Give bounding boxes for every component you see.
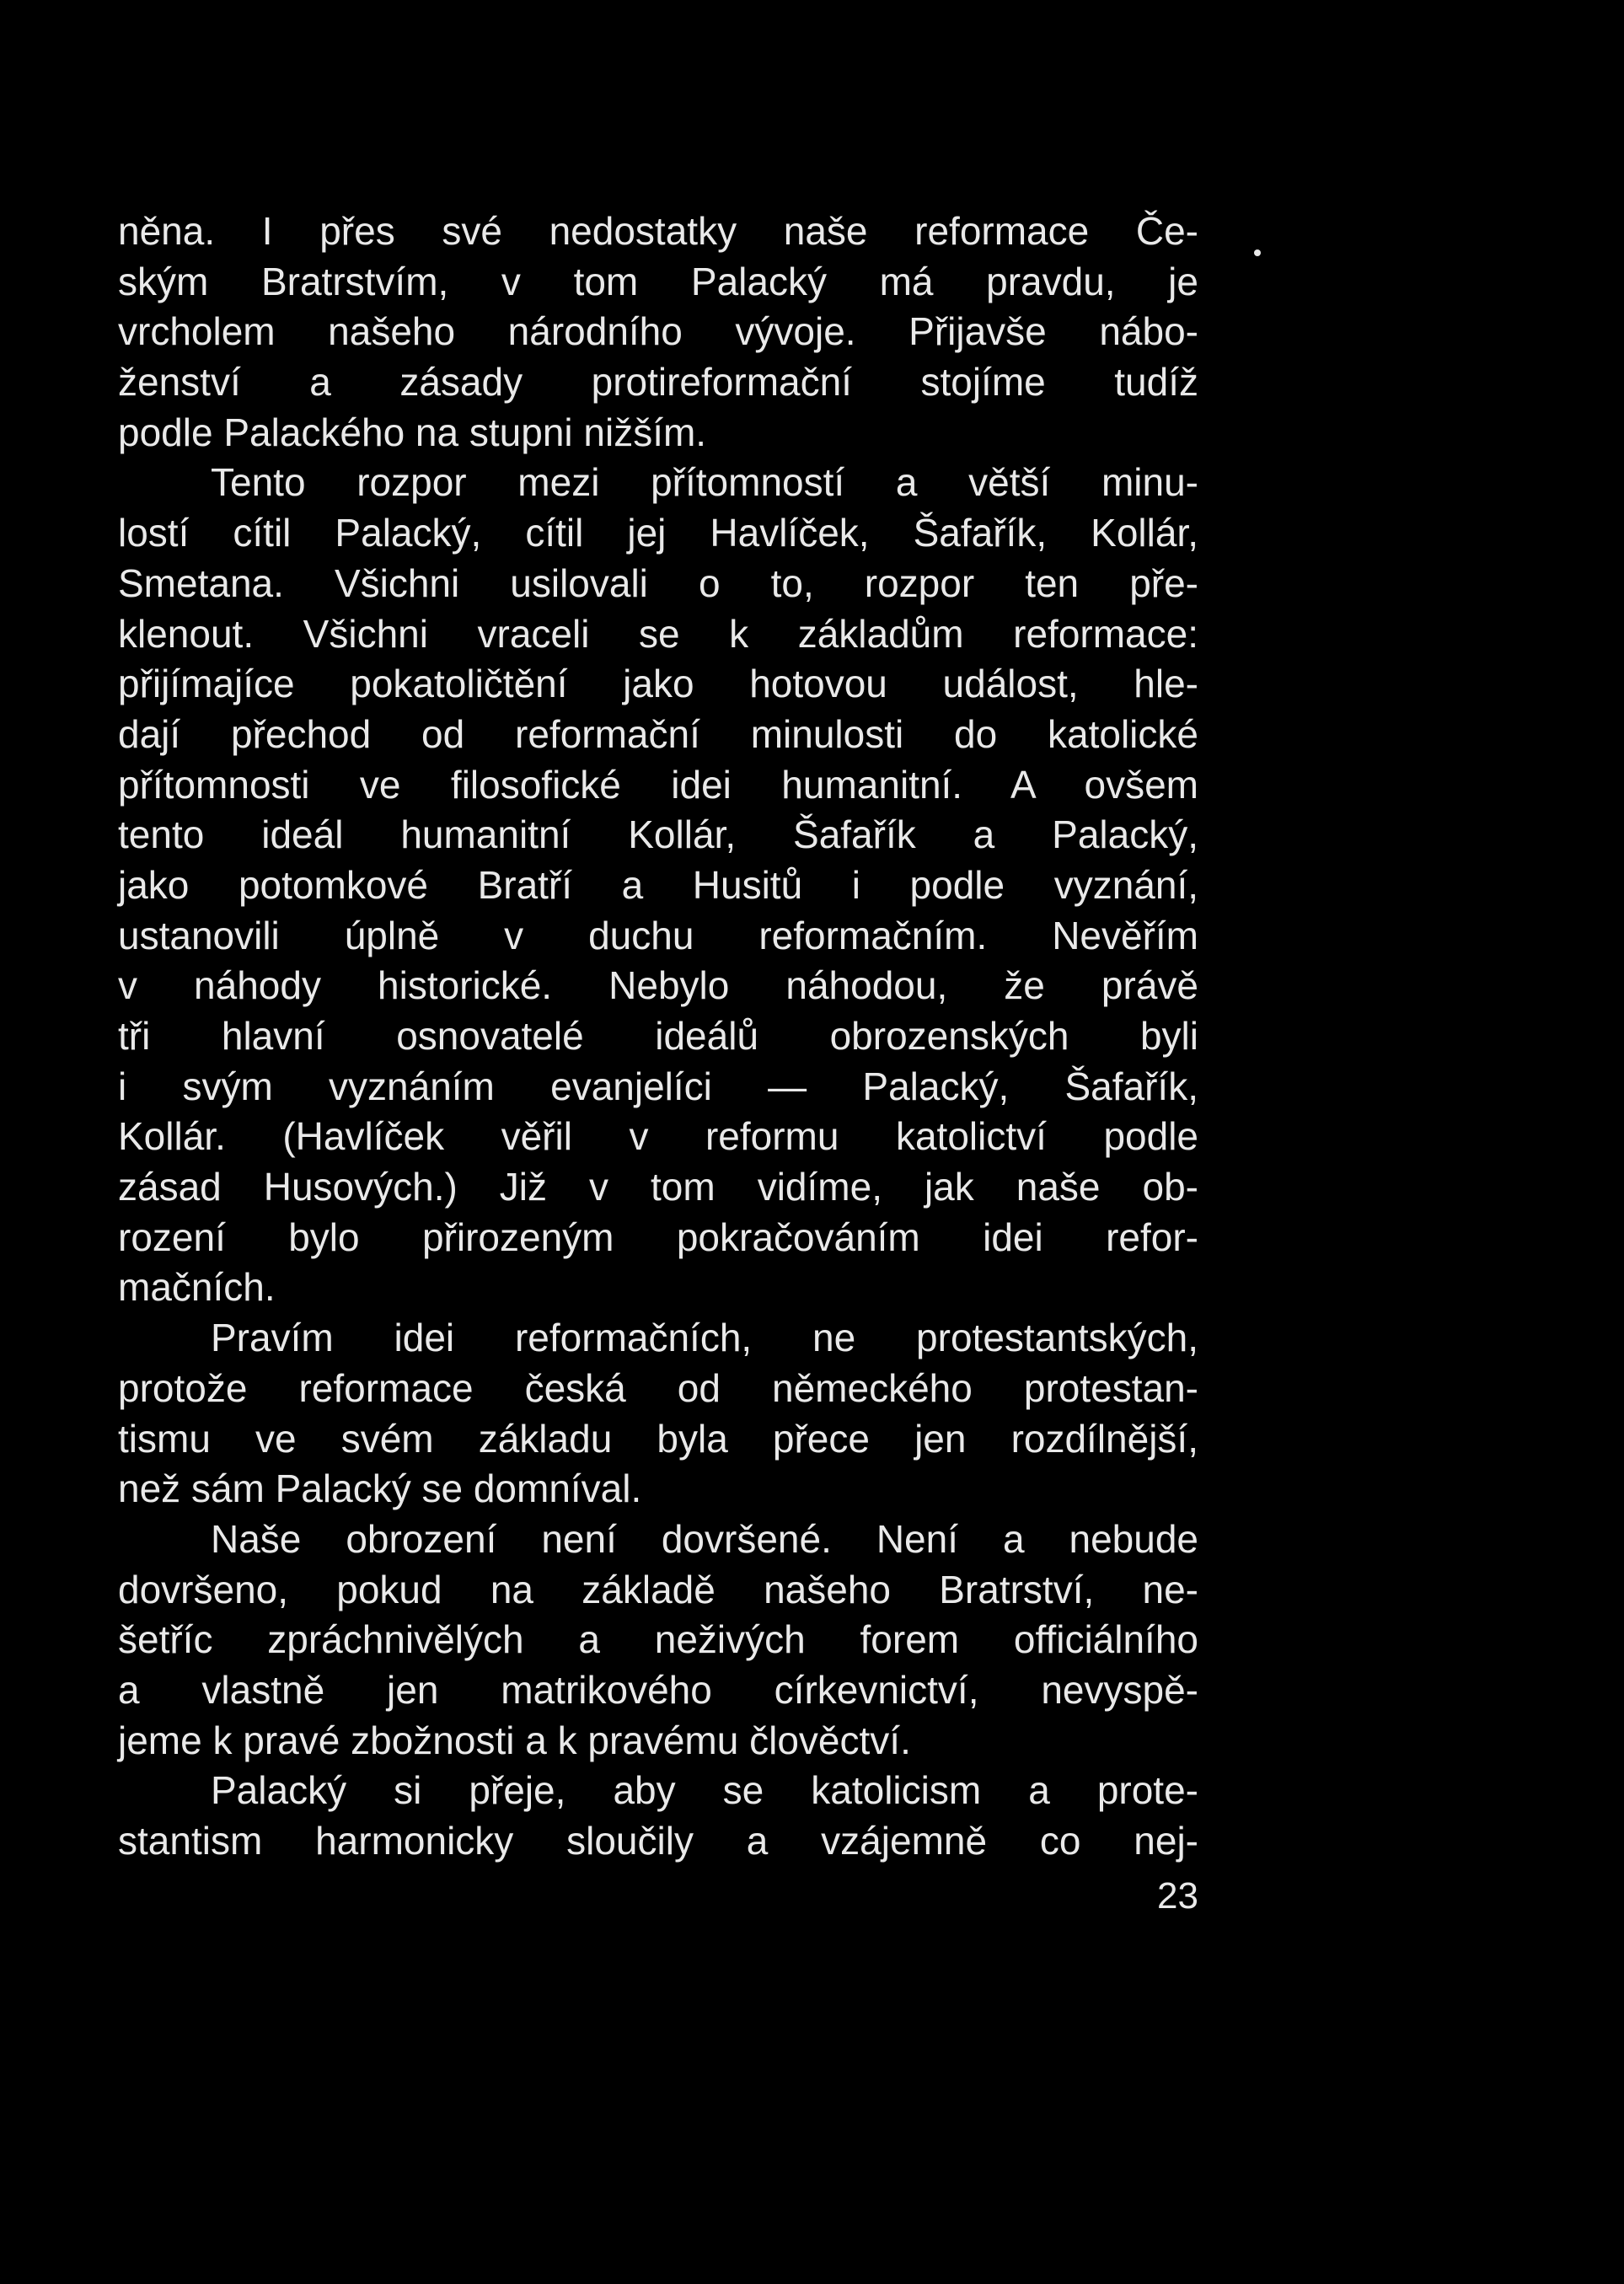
text-line: Tento rozpor mezi přítomností a větší minu- (211, 460, 1198, 505)
text-line: Pravím idei reformačních, ne protestantských, (211, 1316, 1198, 1360)
text-line: tento ideál humanitní Kollár, Šafařík a Palacký, (118, 812, 1198, 857)
text-line: klenout. Všichni vraceli se k základům reformace: (118, 611, 1198, 656)
text-line: lostí cítil Palacký, cítil jej Havlíček, Šafařík, Kollár, (118, 511, 1198, 555)
text-line: a vlastně jen matrikového církevnictví, nevyspě- (118, 1667, 1198, 1712)
text-line: přijímajíce pokatoličtění jako hotovou událost, hle- (118, 662, 1198, 706)
text-line: stantism harmonicky sloučily a vzájemně co nej- (118, 1819, 1198, 1863)
text-line: ským Bratrstvím, v tom Palacký má pravdu, je (118, 259, 1198, 303)
text-line: protože reformace česká od německého protestan- (118, 1365, 1198, 1410)
text-line: tismu ve svém základu byla přece jen rozdílnější, (118, 1416, 1198, 1461)
text-line: šetříc zpráchnivělých a neživých forem officiálního (118, 1617, 1198, 1662)
text-line: tři hlavní osnovatelé ideálů obrozenských byli (118, 1014, 1198, 1058)
text-line: jako potomkové Bratří a Husitů i podle vyznání, (118, 862, 1198, 907)
text-line: dovršeno, pokud na základě našeho Bratrství, ne- (118, 1567, 1198, 1611)
text-line: dají přechod od reformační minulosti do katolické (118, 711, 1198, 756)
text-line: Naše obrození není dovršené. Není a nebude (211, 1516, 1198, 1561)
print-speck (1254, 249, 1261, 256)
text-line: i svým vyznáním evanjelíci — Palacký, Šafařík, (118, 1064, 1198, 1108)
text-line: rození bylo přirozeným pokračováním idei refor- (118, 1214, 1198, 1259)
text-line: ustanovili úplně v duchu reformačním. Nevěřím (118, 913, 1198, 957)
text-line: než sám Palacký se domníval. (118, 1466, 642, 1511)
text-line: vrcholem našeho národního vývoje. Přijavše nábo- (118, 309, 1198, 354)
text-line: v náhody historické. Nebylo náhodou, že právě (118, 963, 1198, 1008)
text-line: něna. I přes své nedostatky naše reformace Če- (118, 209, 1198, 253)
text-line: jeme k pravé zbožnosti a k pravému člověctví. (118, 1718, 911, 1762)
text-line: Palacký si přeje, aby se katolicism a prote- (211, 1768, 1198, 1813)
body-text (118, 206, 1198, 1867)
text-line: Kollár. (Havlíček věřil v reformu katolictví podle (118, 1114, 1198, 1159)
page-number: 23 (1157, 1875, 1198, 1917)
text-line: přítomnosti ve filosofické idei humanitní. A ovšem (118, 762, 1198, 807)
text-line: podle Palackého na stupni nižším. (118, 410, 707, 454)
text-line: mačních. (118, 1265, 276, 1310)
text-line: ženství a zásady protireformační stojíme tudíž (118, 360, 1198, 405)
text-line: Smetana. Všichni usilovali o to, rozpor ten pře- (118, 560, 1198, 605)
text-line: zásad Husových.) Již v tom vidíme, jak naše ob- (118, 1165, 1198, 1209)
